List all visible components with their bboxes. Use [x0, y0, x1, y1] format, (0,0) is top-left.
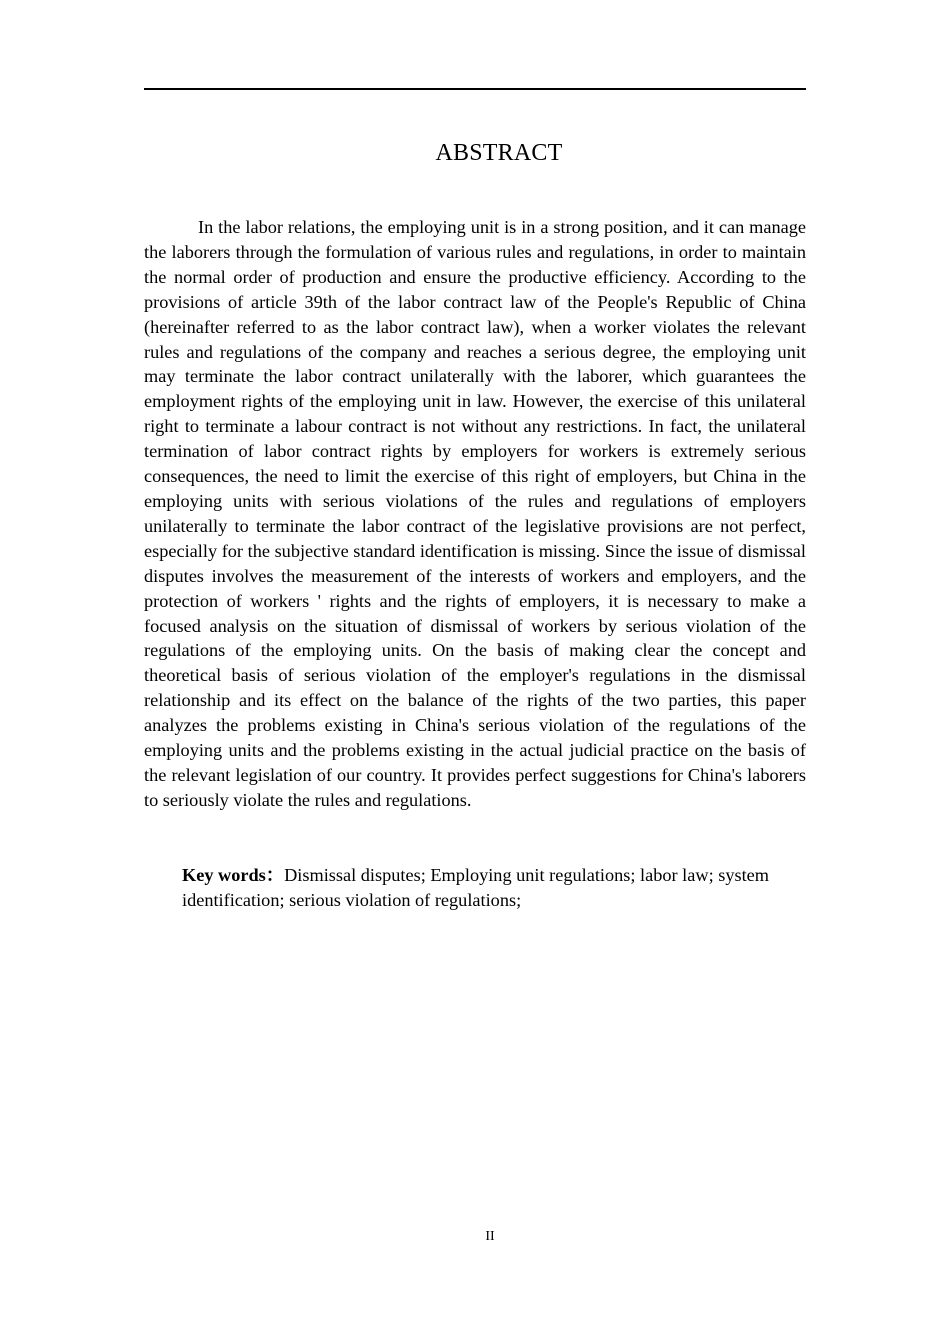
keywords-label: Key words：	[182, 865, 285, 885]
page-title: ABSTRACT	[435, 140, 563, 166]
header-rule	[144, 88, 806, 90]
keywords-text: Dismissal disputes; Employing unit regulations; labor law; system identification; serious violation of regulations;	[182, 865, 770, 910]
keywords-block	[182, 863, 806, 912]
abstract-paragraph: In the labor relations, the employing unit is in a strong position, and it can manage the laborers through the formulation of various rules and regulations, in order to maintain the normal order of production and ensure the productive efficiency. According to the provisions of article 39th of the labor contract law of the People's Republic of China (hereinafter referred to as the labor contract law), when a worker violates the relevant rules and regulations of the company and reaches a serious degree, the employing unit may terminate the labor contract unilaterally with the laborer, which guarantees the employment rights of the employing unit in law. However, the exercise of this unilateral right to terminate a labour contract is not without any restrictions. In fact, the unilateral termination of labor contract rights by employers for workers is extremely serious consequences, the need to limit the exercise of this right of employers, but China in the employing units with serious violations of the rules and regulations of employers unilaterally to terminate the labor contract of the legislative provisions are not perfect, especially for the subjective standard identification is missing. Since the issue of dismissal disputes involves the measurement of the interests of workers and employers, and the protection of workers ' rights and the rights of employers, it is necessary to make a focused analysis on the situation of dismissal of workers by serious violation of the regulations of the employing units. On the basis of making clear the concept and theoretical basis of serious violation of the employer's regulations in the dismissal relationship and its effect on the balance of the rights of the two parties, this paper analyzes the problems existing in China's serious violation of the regulations of the employing units and the problems existing in the actual judicial practice on the basis of the relevant legislation of our country. It provides perfect suggestions for China's laborers to seriously violate the rules and regulations.	[144, 217, 806, 810]
page-number: II	[485, 1229, 495, 1244]
